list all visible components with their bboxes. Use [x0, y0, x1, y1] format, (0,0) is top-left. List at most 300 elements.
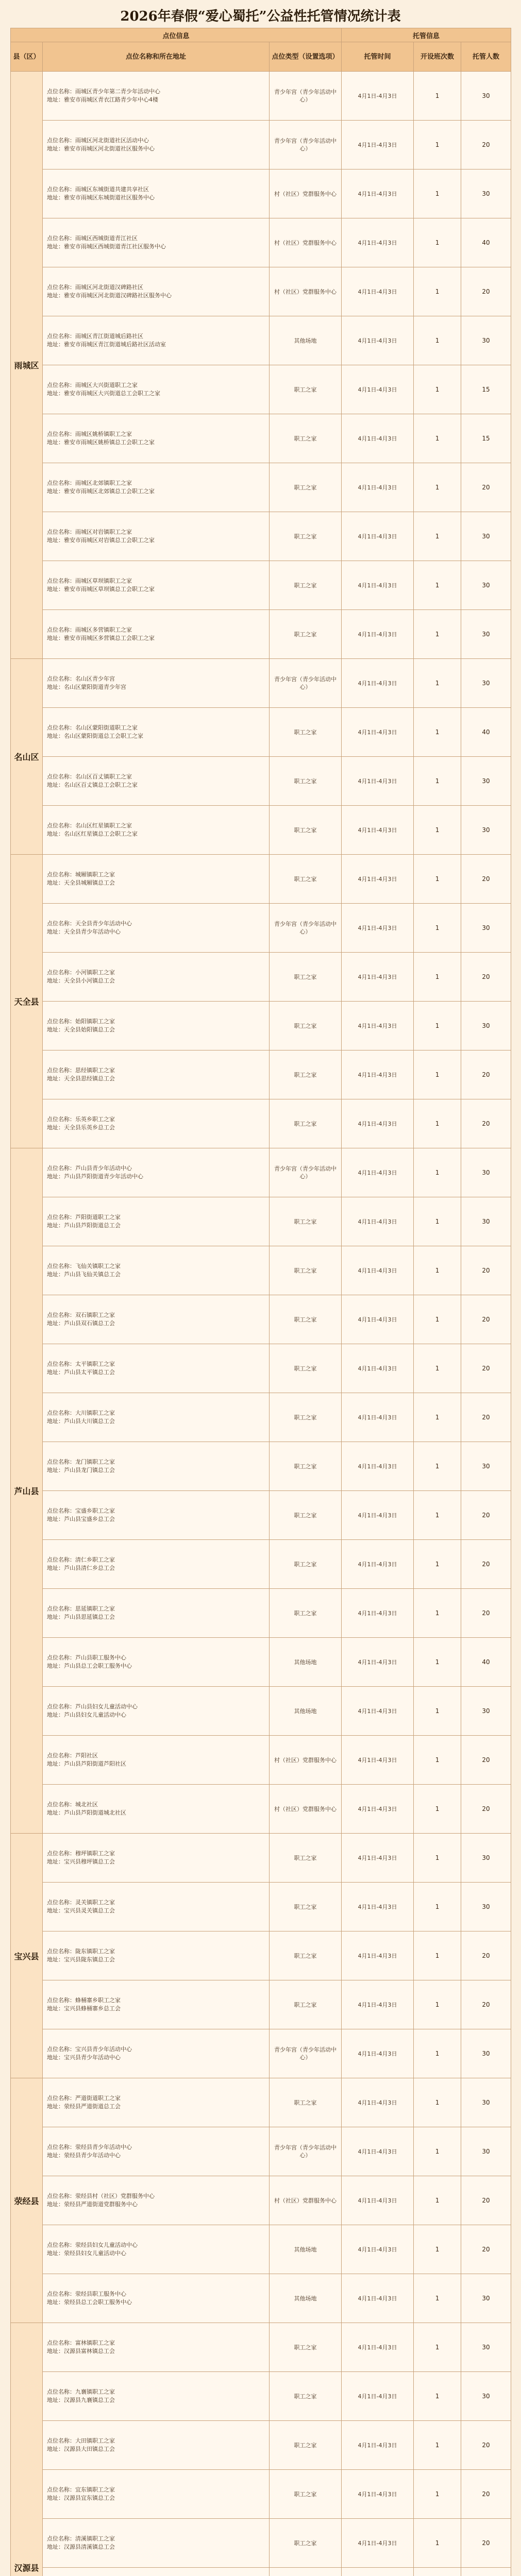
site-type-cell: 职工之家	[270, 1589, 342, 1638]
site-type-cell: 青少年宫（青少年活动中心）	[270, 121, 342, 170]
page-title: 2026年春假“爱心蜀托”公益性托管情况统计表	[120, 9, 401, 24]
sessions-cell: 1	[414, 2127, 461, 2176]
sessions-cell: 1	[414, 1785, 461, 1834]
site-name-address-cell: 点位名称：雨城区河北街道汉碑路社区 地址：雅安市雨城区河北街道汉碑路社区服务中心	[43, 267, 270, 316]
site-type-cell: 职工之家	[270, 757, 342, 806]
service-time-cell: 4月1日-4月3日	[342, 1491, 414, 1540]
site-type-cell: 职工之家	[270, 708, 342, 757]
header-column-row	[11, 42, 511, 72]
site-type-cell: 职工之家	[270, 414, 342, 463]
site-name-address-cell: 点位名称：城北社区 地址：芦山县芦阳街道城北社区	[43, 1785, 270, 1834]
site-type-cell: 青少年宫（青少年活动中心）	[270, 2127, 342, 2176]
sessions-cell: 1	[414, 365, 461, 414]
capacity-cell: 30	[461, 2323, 511, 2372]
sessions-cell: 1	[414, 1736, 461, 1785]
service-time-cell: 4月1日-4月3日	[342, 1197, 414, 1246]
site-name-address-cell: 点位名称：大川镇职工之家 地址：芦山县大川镇总工会	[43, 1393, 270, 1442]
table-row	[11, 316, 511, 365]
header-group-service: 托管信息	[342, 28, 511, 42]
table-row	[11, 512, 511, 561]
service-time-cell: 4月1日-4月3日	[342, 1246, 414, 1295]
sessions-cell: 1	[414, 2323, 461, 2372]
site-type-cell: 职工之家	[270, 806, 342, 855]
site-name-address-cell: 点位名称：雨城区多营镇职工之家 地址：雅安市雨城区多营镇总工会职工之家	[43, 610, 270, 659]
capacity-cell: 20	[461, 1344, 511, 1393]
service-time-cell: 4月1日-4月3日	[342, 2372, 414, 2421]
county-cell: 雨城区	[11, 72, 43, 659]
site-name-address-cell: 点位名称：名山区红星镇职工之家 地址：名山区红星镇总工会职工之家	[43, 806, 270, 855]
table-row	[11, 1736, 511, 1785]
site-name-address-cell: 点位名称：清溪镇职工之家 地址：汉源县清溪镇总工会	[43, 2519, 270, 2568]
site-name-address-cell: 点位名称：芦阳街道职工之家 地址：芦山县芦阳街道总工会	[43, 1197, 270, 1246]
site-name-address-cell: 点位名称：芦阳社区 地址：芦山县芦阳街道芦阳社区	[43, 1736, 270, 1785]
table-row	[11, 121, 511, 170]
table-row	[11, 561, 511, 610]
site-type-cell: 职工之家	[270, 1834, 342, 1883]
sessions-cell: 1	[414, 1883, 461, 1931]
table-row	[11, 953, 511, 1002]
service-time-cell: 4月1日-4月3日	[342, 659, 414, 708]
site-name-address-cell: 点位名称：荥经县妇女儿童活动中心 地址：荥经县妇女儿童活动中心	[43, 2225, 270, 2274]
table-row	[11, 1050, 511, 1099]
sessions-cell: 1	[414, 757, 461, 806]
service-time-cell: 4月1日-4月3日	[342, 1442, 414, 1491]
sessions-cell: 1	[414, 1002, 461, 1050]
capacity-cell: 20	[461, 1295, 511, 1344]
capacity-cell: 20	[461, 1980, 511, 2029]
site-name-address-cell: 点位名称：芦山县妇女儿童活动中心 地址：芦山县妇女儿童活动中心	[43, 1687, 270, 1736]
sessions-cell: 1	[414, 2519, 461, 2568]
capacity-cell: 40	[461, 708, 511, 757]
service-time-cell: 4月1日-4月3日	[342, 1099, 414, 1148]
site-name-address-cell: 点位名称：大田镇职工之家 地址：汉源县大田镇总工会	[43, 2421, 270, 2470]
table-row	[11, 1931, 511, 1980]
site-name-address-cell: 点位名称：思经镇职工之家 地址：天全县思经镇总工会	[43, 1050, 270, 1099]
table-row	[11, 1295, 511, 1344]
table-row	[11, 1491, 511, 1540]
header-site-name-addr: 点位名称和所在地址	[43, 42, 270, 72]
service-time-cell: 4月1日-4月3日	[342, 1393, 414, 1442]
sessions-cell	[414, 2568, 461, 2576]
site-name-address-cell: 点位名称：乐英乡职工之家 地址：天全县乐英乡总工会	[43, 1099, 270, 1148]
sessions-cell: 1	[414, 855, 461, 904]
service-time-cell: 4月1日-4月3日	[342, 170, 414, 218]
site-type-cell: 其他场地	[270, 1687, 342, 1736]
site-name-address-cell: 点位名称：雨城区草坝镇职工之家 地址：雅安市雨城区草坝镇总工会职工之家	[43, 561, 270, 610]
site-name-address-cell: 点位名称：雨城区东城街道共建共享社区 地址：雅安市雨城区东城街道社区服务中心	[43, 170, 270, 218]
service-time-cell: 4月1日-4月3日	[342, 806, 414, 855]
sessions-cell: 1	[414, 1344, 461, 1393]
table-row	[11, 1785, 511, 1834]
capacity-cell: 30	[461, 1148, 511, 1197]
site-type-cell: 青少年宫（青少年活动中心）	[270, 2029, 342, 2078]
table-row	[11, 806, 511, 855]
site-type-cell: 村（社区）党群服务中心	[270, 1785, 342, 1834]
site-type-cell: 其他场地	[270, 316, 342, 365]
site-name-address-cell: 点位名称：雨城区青江街道城后路社区 地址：雅安市雨城区青江街道城后路社区活动室	[43, 316, 270, 365]
table-row	[11, 659, 511, 708]
site-type-cell: 村（社区）党群服务中心	[270, 267, 342, 316]
county-cell: 名山区	[11, 659, 43, 855]
sessions-cell: 1	[414, 2176, 461, 2225]
service-time-cell: 4月1日-4月3日	[342, 1883, 414, 1931]
table-row	[11, 2176, 511, 2225]
site-type-cell: 职工之家	[270, 1099, 342, 1148]
service-time-cell: 4月1日-4月3日	[342, 1050, 414, 1099]
site-type-cell: 村（社区）党群服务中心	[270, 170, 342, 218]
site-name-address-cell: 点位名称：宝盛乡职工之家 地址：芦山县宝盛乡总工会	[43, 1491, 270, 1540]
table-row	[11, 72, 511, 121]
service-time-cell: 4月1日-4月3日	[342, 2323, 414, 2372]
table-row	[11, 904, 511, 953]
service-time-cell: 4月1日-4月3日	[342, 757, 414, 806]
header-county: 县（区）	[11, 42, 43, 72]
capacity-cell: 30	[461, 561, 511, 610]
site-type-cell: 职工之家	[270, 1393, 342, 1442]
site-type-cell: 职工之家	[270, 2323, 342, 2372]
sessions-cell: 1	[414, 2225, 461, 2274]
sessions-cell: 1	[414, 953, 461, 1002]
site-name-address-cell: 点位名称：城厢镇职工之家 地址：天全县城厢镇总工会	[43, 855, 270, 904]
site-type-cell: 职工之家	[270, 1883, 342, 1931]
site-type-cell: 职工之家	[270, 2372, 342, 2421]
service-time-cell: 4月1日-4月3日	[342, 2274, 414, 2323]
service-time-cell: 4月1日-4月3日	[342, 463, 414, 512]
sessions-cell: 1	[414, 267, 461, 316]
site-type-cell: 职工之家	[270, 2078, 342, 2127]
capacity-cell: 30	[461, 2078, 511, 2127]
service-time-cell: 4月1日-4月3日	[342, 855, 414, 904]
site-type-cell: 职工之家	[270, 1246, 342, 1295]
service-time-cell: 4月1日-4月3日	[342, 1931, 414, 1980]
sessions-cell: 1	[414, 1246, 461, 1295]
site-name-address-cell: 点位名称：龙门镇职工之家 地址：芦山县龙门镇总工会	[43, 1442, 270, 1491]
header-group-row	[11, 28, 511, 42]
site-type-cell: 青少年宫（青少年活动中心）	[270, 904, 342, 953]
sessions-cell: 1	[414, 1393, 461, 1442]
site-type-cell: 村（社区）党群服务中心	[270, 218, 342, 267]
table-row	[11, 2225, 511, 2274]
site-type-cell: 其他场地	[270, 2274, 342, 2323]
capacity-cell: 20	[461, 1246, 511, 1295]
service-time-cell: 4月1日-4月3日	[342, 2421, 414, 2470]
site-name-address-cell: 点位名称：清仁乡职工之家 地址：芦山县清仁乡总工会	[43, 1540, 270, 1589]
table-row	[11, 1540, 511, 1589]
table-row	[11, 2519, 511, 2568]
sessions-cell: 1	[414, 1050, 461, 1099]
capacity-cell: 30	[461, 904, 511, 953]
table-row	[11, 1099, 511, 1148]
site-name-address-cell: 点位名称：雨城区西城街道青江社区 地址：雅安市雨城区西城街道青江社区服务中心	[43, 218, 270, 267]
site-type-cell: 职工之家	[270, 1197, 342, 1246]
capacity-cell: 20	[461, 2225, 511, 2274]
table-row	[11, 2274, 511, 2323]
service-time-cell: 4月1日-4月3日	[342, 365, 414, 414]
capacity-cell: 20	[461, 1491, 511, 1540]
capacity-cell: 20	[461, 1540, 511, 1589]
table-row	[11, 1638, 511, 1687]
site-name-address-cell: 点位名称：严道街道职工之家 地址：荥经县严道街道总工会	[43, 2078, 270, 2127]
capacity-cell: 20	[461, 1589, 511, 1638]
service-time-cell: 4月1日-4月3日	[342, 2029, 414, 2078]
sessions-cell: 1	[414, 1931, 461, 1980]
sessions-cell: 1	[414, 1540, 461, 1589]
sessions-cell: 1	[414, 2421, 461, 2470]
capacity-cell: 30	[461, 659, 511, 708]
table-row	[11, 1834, 511, 1883]
service-time-cell: 4月1日-4月3日	[342, 1148, 414, 1197]
site-name-address-cell: 点位名称：荥经县职工服务中心 地址：荥经县总工会职工服务中心	[43, 2274, 270, 2323]
capacity-cell: 20	[461, 1785, 511, 1834]
sessions-cell: 1	[414, 463, 461, 512]
site-name-address-cell: 点位名称：蜂桶寨乡职工之家 地址：宝兴县蜂桶寨乡总工会	[43, 1980, 270, 2029]
header-site-type: 点位类型（设置选项）	[270, 42, 342, 72]
table-row	[11, 2127, 511, 2176]
sessions-cell: 1	[414, 2372, 461, 2421]
capacity-cell: 15	[461, 365, 511, 414]
sessions-cell: 1	[414, 2470, 461, 2519]
service-time-cell: 4月1日-4月3日	[342, 708, 414, 757]
capacity-cell: 20	[461, 1099, 511, 1148]
service-time-cell: 4月1日-4月3日	[342, 512, 414, 561]
site-type-cell: 职工之家	[270, 2519, 342, 2568]
site-name-address-cell: 点位名称：雨城区大兴街道职工之家 地址：雅安市雨城区大兴街道总工会职工之家	[43, 365, 270, 414]
site-type-cell: 职工之家	[270, 1050, 342, 1099]
capacity-cell: 30	[461, 2372, 511, 2421]
sessions-cell: 1	[414, 806, 461, 855]
capacity-cell: 20	[461, 463, 511, 512]
table-row	[11, 1002, 511, 1050]
sessions-cell: 1	[414, 1442, 461, 1491]
sessions-cell: 1	[414, 2274, 461, 2323]
site-name-address-cell: 点位名称：穆坪镇职工之家 地址：宝兴县穆坪镇总工会	[43, 1834, 270, 1883]
header-service-time: 托管时间	[342, 42, 414, 72]
site-name-address-cell: 点位名称：飞仙关镇职工之家 地址：芦山县飞仙关镇总工会	[43, 1246, 270, 1295]
service-time-cell: 4月1日-4月3日	[342, 1344, 414, 1393]
service-time-cell: 4月1日-4月3日	[342, 904, 414, 953]
capacity-cell: 30	[461, 170, 511, 218]
site-name-address-cell: 点位名称：名山区蒙阳街道职工之家 地址：名山区蒙阳街道总工会职工之家	[43, 708, 270, 757]
table-row	[11, 170, 511, 218]
sessions-cell: 1	[414, 1099, 461, 1148]
site-type-cell: 职工之家	[270, 2421, 342, 2470]
capacity-cell: 20	[461, 1050, 511, 1099]
site-name-address-cell: 点位名称：小河镇职工之家 地址：天全县小河镇总工会	[43, 953, 270, 1002]
sessions-cell: 1	[414, 1589, 461, 1638]
county-cell: 汉源县	[11, 2323, 43, 2576]
service-time-cell: 4月1日-4月3日	[342, 1589, 414, 1638]
table-row	[11, 365, 511, 414]
service-time-cell: 4月1日-4月3日	[342, 1687, 414, 1736]
site-type-cell: 职工之家	[270, 1442, 342, 1491]
table-body	[11, 72, 511, 2576]
header-group-site: 点位信息	[11, 28, 342, 42]
sessions-cell: 1	[414, 72, 461, 121]
header-capacity: 托管人数	[461, 42, 511, 72]
service-time-cell: 4月1日-4月3日	[342, 2225, 414, 2274]
site-type-cell: 职工之家	[270, 1002, 342, 1050]
sessions-cell: 1	[414, 1980, 461, 2029]
county-cell: 芦山县	[11, 1148, 43, 1834]
sessions-cell: 1	[414, 561, 461, 610]
table-row	[11, 1197, 511, 1246]
sessions-cell: 1	[414, 708, 461, 757]
site-name-address-cell: 点位名称：陇东镇职工之家 地址：宝兴县陇东镇总工会	[43, 1931, 270, 1980]
capacity-cell: 30	[461, 2274, 511, 2323]
header-sessions: 开设班次数	[414, 42, 461, 72]
table-row	[11, 1246, 511, 1295]
site-type-cell	[270, 2568, 342, 2576]
service-time-cell: 4月1日-4月3日	[342, 610, 414, 659]
service-time-cell: 4月1日-4月3日	[342, 561, 414, 610]
capacity-cell: 30	[461, 2029, 511, 2078]
service-time-cell: 4月1日-4月3日	[342, 2176, 414, 2225]
table-row	[11, 1980, 511, 2029]
service-time-cell: 4月1日-4月3日	[342, 72, 414, 121]
capacity-cell: 30	[461, 512, 511, 561]
sessions-cell: 1	[414, 2078, 461, 2127]
site-type-cell: 职工之家	[270, 1931, 342, 1980]
service-time-cell: 4月1日-4月3日	[342, 2470, 414, 2519]
site-type-cell: 职工之家	[270, 855, 342, 904]
site-type-cell: 职工之家	[270, 365, 342, 414]
table-row	[11, 2421, 511, 2470]
capacity-cell: 40	[461, 1638, 511, 1687]
site-name-address-cell: 点位名称：雨城区河北街道社区活动中心 地址：雅安市雨城区河北街道社区服务中心	[43, 121, 270, 170]
table-row	[11, 218, 511, 267]
capacity-cell: 20	[461, 2176, 511, 2225]
table-row	[11, 463, 511, 512]
site-name-address-cell: 点位名称：雨城区对岩镇职工之家 地址：雅安市雨城区对岩镇总工会职工之家	[43, 512, 270, 561]
capacity-cell: 20	[461, 1736, 511, 1785]
site-name-address-cell: 点位名称：荥经县村（社区）党群服务中心 地址：荥经县严道街道党群服务中心	[43, 2176, 270, 2225]
service-time-cell: 4月1日-4月3日	[342, 1834, 414, 1883]
site-type-cell: 其他场地	[270, 1638, 342, 1687]
sessions-cell: 1	[414, 414, 461, 463]
sessions-cell: 1	[414, 316, 461, 365]
sessions-cell: 1	[414, 1834, 461, 1883]
site-name-address-cell: 点位名称：双石镇职工之家 地址：芦山县双石镇总工会	[43, 1295, 270, 1344]
service-time-cell: 4月1日-4月3日	[342, 1295, 414, 1344]
service-time-cell: 4月1日-4月3日	[342, 267, 414, 316]
site-type-cell: 职工之家	[270, 953, 342, 1002]
table-row	[11, 1344, 511, 1393]
county-cell: 天全县	[11, 855, 43, 1148]
table-row	[11, 1883, 511, 1931]
site-name-address-cell: 点位名称：芦山县青少年活动中心 地址：芦山县芦阳街道青少年活动中心	[43, 1148, 270, 1197]
table-row	[11, 1687, 511, 1736]
service-time-cell	[342, 2568, 414, 2576]
capacity-cell: 20	[461, 1931, 511, 1980]
table-row	[11, 267, 511, 316]
capacity-cell: 20	[461, 267, 511, 316]
service-time-cell: 4月1日-4月3日	[342, 2519, 414, 2568]
sessions-cell: 1	[414, 1148, 461, 1197]
sessions-cell: 1	[414, 218, 461, 267]
service-time-cell: 4月1日-4月3日	[342, 2127, 414, 2176]
table-row	[11, 1589, 511, 1638]
sessions-cell: 1	[414, 1197, 461, 1246]
site-type-cell: 职工之家	[270, 1344, 342, 1393]
service-time-cell: 4月1日-4月3日	[342, 414, 414, 463]
capacity-cell: 20	[461, 855, 511, 904]
site-name-address-cell: 点位名称：雨城区北郊镇职工之家 地址：雅安市雨城区北郊镇总工会职工之家	[43, 463, 270, 512]
capacity-cell: 30	[461, 610, 511, 659]
capacity-cell: 30	[461, 1834, 511, 1883]
capacity-cell: 30	[461, 316, 511, 365]
service-time-cell: 4月1日-4月3日	[342, 1980, 414, 2029]
table-row	[11, 855, 511, 904]
table-row	[11, 757, 511, 806]
stats-table	[10, 28, 511, 2576]
capacity-cell: 20	[461, 2470, 511, 2519]
table-row	[11, 1393, 511, 1442]
site-type-cell: 职工之家	[270, 1491, 342, 1540]
site-type-cell: 职工之家	[270, 463, 342, 512]
site-name-address-cell: 点位名称：太平镇职工之家 地址：芦山县太平镇总工会	[43, 1344, 270, 1393]
table-row	[11, 1442, 511, 1491]
service-time-cell: 4月1日-4月3日	[342, 1540, 414, 1589]
site-type-cell: 职工之家	[270, 1295, 342, 1344]
capacity-cell: 30	[461, 72, 511, 121]
site-type-cell: 青少年宫（青少年活动中心）	[270, 72, 342, 121]
sessions-cell: 1	[414, 170, 461, 218]
site-name-address-cell: 点位名称：九襄镇职工之家 地址：汉源县九襄镇总工会	[43, 2372, 270, 2421]
capacity-cell	[461, 2568, 511, 2576]
site-name-address-cell: 点位名称：天全县青少年活动中心 地址：天全县青少年活动中心	[43, 904, 270, 953]
sessions-cell: 1	[414, 904, 461, 953]
service-time-cell: 4月1日-4月3日	[342, 1002, 414, 1050]
site-name-address-cell	[43, 2568, 270, 2576]
site-type-cell: 职工之家	[270, 512, 342, 561]
capacity-cell: 30	[461, 2127, 511, 2176]
table-row	[11, 2372, 511, 2421]
site-type-cell: 青少年宫（青少年活动中心）	[270, 659, 342, 708]
site-name-address-cell: 点位名称：始阳镇职工之家 地址：天全县始阳镇总工会	[43, 1002, 270, 1050]
county-cell: 宝兴县	[11, 1834, 43, 2078]
table-row	[11, 2323, 511, 2372]
sessions-cell: 1	[414, 1638, 461, 1687]
site-name-address-cell: 点位名称：思延镇职工之家 地址：芦山县思延镇总工会	[43, 1589, 270, 1638]
capacity-cell: 20	[461, 953, 511, 1002]
table-row	[11, 2029, 511, 2078]
service-time-cell: 4月1日-4月3日	[342, 121, 414, 170]
capacity-cell: 30	[461, 1687, 511, 1736]
sessions-cell: 1	[414, 659, 461, 708]
sessions-cell: 1	[414, 1295, 461, 1344]
table-row	[11, 1148, 511, 1197]
capacity-cell: 30	[461, 806, 511, 855]
capacity-cell: 40	[461, 218, 511, 267]
capacity-cell: 15	[461, 414, 511, 463]
site-type-cell: 村（社区）党群服务中心	[270, 1736, 342, 1785]
capacity-cell: 20	[461, 121, 511, 170]
site-name-address-cell: 点位名称：宝兴县青少年活动中心 地址：宝兴县青少年活动中心	[43, 2029, 270, 2078]
capacity-cell: 30	[461, 1197, 511, 1246]
site-type-cell: 职工之家	[270, 561, 342, 610]
capacity-cell: 20	[461, 2421, 511, 2470]
site-name-address-cell: 点位名称：灵关镇职工之家 地址：宝兴县灵关镇总工会	[43, 1883, 270, 1931]
site-name-address-cell: 点位名称：名山区青少年宫 地址：名山区蒙阳街道青少年宫	[43, 659, 270, 708]
site-name-address-cell: 点位名称：名山区百丈镇职工之家 地址：名山区百丈镇总工会职工之家	[43, 757, 270, 806]
capacity-cell: 30	[461, 757, 511, 806]
site-name-address-cell: 点位名称：芦山县职工服务中心 地址：芦山县总工会职工服务中心	[43, 1638, 270, 1687]
sessions-cell: 1	[414, 512, 461, 561]
site-name-address-cell: 点位名称：宜东镇职工之家 地址：汉源县宜东镇总工会	[43, 2470, 270, 2519]
sessions-cell: 1	[414, 610, 461, 659]
table-row	[11, 2470, 511, 2519]
sessions-cell: 1	[414, 2029, 461, 2078]
